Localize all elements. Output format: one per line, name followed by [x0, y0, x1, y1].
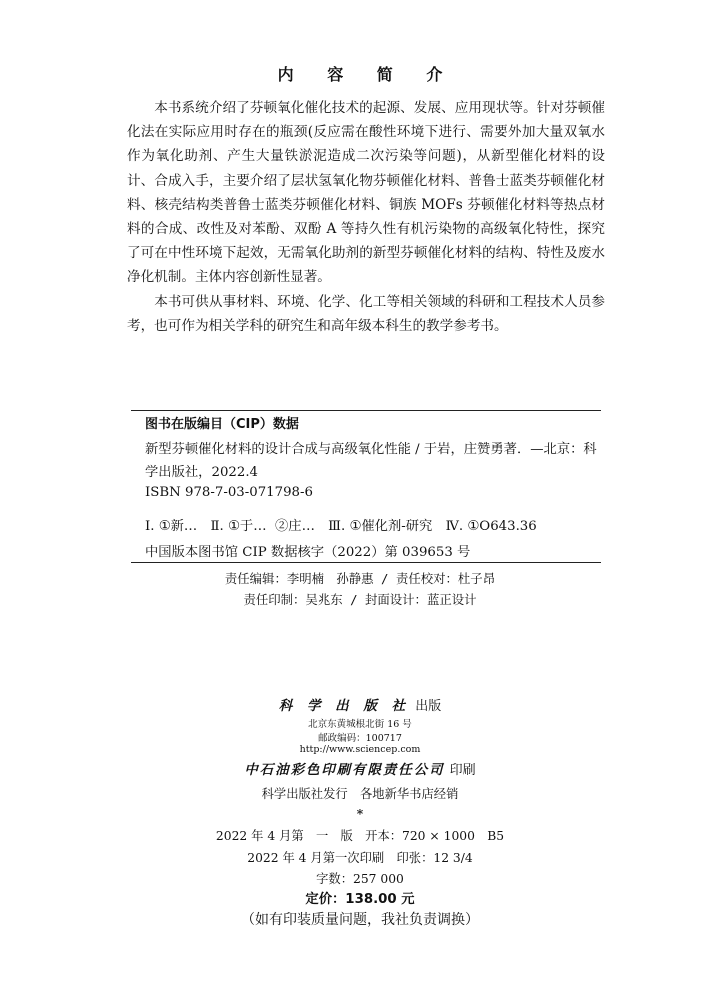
publisher-address: 北京东黄城根北街 16 号 [308, 719, 412, 730]
printer-line [0, 759, 720, 778]
cip-bottom-divider [131, 562, 601, 563]
cip-library-record: 中国版本图书馆 CIP 数据核字（2022）第 039653 号 [145, 545, 471, 560]
printing-line: 2022 年 4 月第一次印刷 印张：12 3/4 [247, 851, 473, 865]
edition-line: 2022 年 4 月第 一 版 开本：720 × 1000 B5 [215, 829, 505, 843]
cip-title-line: 新型芬顿催化材料的设计合成与高级氧化性能 / 于岩，庄赞勇著．—北京：科学出版社，2022.4 [145, 442, 597, 480]
cip-isbn: ISBN 978-7-03-071798-6 [145, 485, 313, 500]
publisher-suffix: 出版 [415, 699, 442, 714]
printer-name: 中石油彩色印刷有限责任公司 [244, 762, 445, 778]
summary-paragraph: 本书系统介绍了芬顿氧化催化技术的起源、发展、应用现状等。针对芬顿催化法在实际应用时存在的瓶颈(反应需在酸性环境下进行、需要外加大量双氧水作为氧化助剂、产生大量铁淤泥造成二次污染等问题)，从新型催化材料的设计、合成入手，主要介绍了层状氢氧化物芬顿催化材料、普鲁士蓝类芬顿催化材料、核壳结构类普鲁士蓝类芬顿催化材料、铜族 MOFs 芬顿催化材料等热点材料的合成、改性及对苯酚、双酚 A 等持久性有机污染物的高级氧化特性，探究了可在中性环境下起效，无需氧化助剂的新型芬顿催化材料的结构、特性及废水净化机制。主体内容创新性显著。 [127, 100, 605, 286]
publisher-name: 科 学 出 版 社 [278, 698, 411, 714]
credits-line-editors: 责任编辑：李明楠 孙静惠 / 责任校对：杜子昂 [224, 571, 496, 586]
quality-notice: （如有印装质量问题，我社负责调换） [241, 912, 479, 928]
publisher-line [0, 694, 720, 714]
publisher-postcode: 邮政编码：100717 [318, 733, 402, 744]
cip-top-divider [131, 410, 601, 411]
separator-asterisk: * [356, 806, 364, 821]
publisher-url: http://www.sciencep.com [299, 744, 421, 755]
distribution-line: 科学出版社发行 各地新华书店经销 [261, 787, 459, 801]
summary-section [127, 96, 605, 338]
summary-paragraph: 本书可供从事材料、环境、化学、化工等相关领域的科研和工程技术人员参考，也可作为相关学科的研究生和高年级本科生的教学参考书。 [127, 293, 605, 334]
cip-heading: 图书在版编目（CIP）数据 [145, 417, 299, 432]
credits-line-production: 责任印制：吴兆东 / 封面设计：蓝正设计 [243, 592, 477, 607]
printer-suffix: 印刷 [449, 763, 476, 778]
price-line: 定价：138.00 元 [305, 892, 415, 907]
page-title: 内 容 简 介 [277, 65, 457, 84]
word-count-line: 字数：257 000 [316, 872, 404, 886]
cip-classification: Ⅰ. ①新… Ⅱ. ①于… ②庄… Ⅲ. ①催化剂-研究 Ⅳ. ①O643.36 [145, 519, 537, 534]
